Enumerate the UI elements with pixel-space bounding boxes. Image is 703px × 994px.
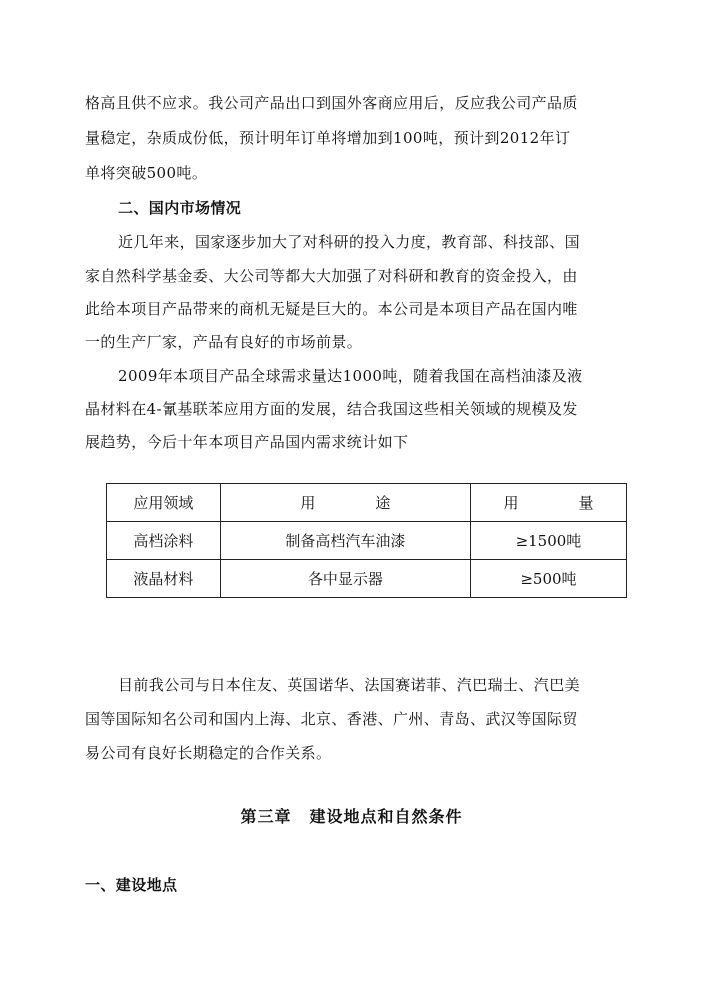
table-row xyxy=(107,522,627,560)
paragraph-2-line-1: 近几年来，国家逐步加大了对科研的投入力度，教育部、科技部、国 xyxy=(118,233,581,251)
cell-usage: 各中显示器 xyxy=(220,560,470,598)
cell-quantity: ≥500吨 xyxy=(470,560,626,598)
paragraph-3-line-3: 展趋势，今后十年本项目产品国内需求统计如下 xyxy=(85,433,409,451)
domestic-demand-table xyxy=(106,483,627,598)
section-heading-construction-site: 一、建设地点 xyxy=(85,876,178,894)
cell-field: 高档涂料 xyxy=(107,522,221,560)
chapter-number: 第三章 xyxy=(240,807,292,826)
paragraph-4-line-2: 国等国际知名公司和国内上海、北京、香港、广州、青岛、武汉等国际贸 xyxy=(85,710,578,728)
cell-usage: 制备高档汽车油漆 xyxy=(220,522,470,560)
paragraph-2-line-3: 此给本项目产品带来的商机无疑是巨大的。本公司是本项目产品在国内唯 xyxy=(85,300,578,318)
table-header-row xyxy=(107,484,627,522)
paragraph-1-line-1: 格高且供不应求。我公司产品出口到国外客商应用后，反应我公司产品质 xyxy=(85,94,578,112)
table-row xyxy=(107,560,627,598)
paragraph-1-line-2: 量稳定，杂质成份低，预计明年订单将增加到100吨，预计到2012年订 xyxy=(85,129,571,147)
header-application-field: 应用领域 xyxy=(107,484,221,522)
chapter-heading xyxy=(0,804,703,827)
header-quantity: 用 量 xyxy=(470,484,626,522)
chapter-title: 建设地点和自然条件 xyxy=(309,807,463,826)
cell-quantity: ≥1500吨 xyxy=(470,522,626,560)
paragraph-4-line-3: 易公司有良好长期稳定的合作关系。 xyxy=(85,744,332,762)
header-usage: 用 途 xyxy=(220,484,470,522)
paragraph-3-line-1: 2009年本项目产品全球需求量达1000吨，随着我国在高档油漆及液 xyxy=(118,367,583,385)
paragraph-1-line-3: 单将突破500吨。 xyxy=(85,164,208,182)
paragraph-3-line-2: 晶材料在4-氰基联苯应用方面的发展，结合我国这些相关领域的规模及发 xyxy=(85,400,578,418)
paragraph-4-line-1: 目前我公司与日本住友、英国诺华、法国赛诺菲、汽巴瑞士、汽巴美 xyxy=(118,676,581,694)
cell-field: 液晶材料 xyxy=(107,560,221,598)
section-heading-domestic-market: 二、国内市场情况 xyxy=(118,199,242,217)
paragraph-2-line-2: 家自然科学基金委、大公司等都大大加强了对科研和教育的资金投入，由 xyxy=(85,267,578,285)
paragraph-2-line-4: 一的生产厂家，产品有良好的市场前景。 xyxy=(85,333,363,351)
